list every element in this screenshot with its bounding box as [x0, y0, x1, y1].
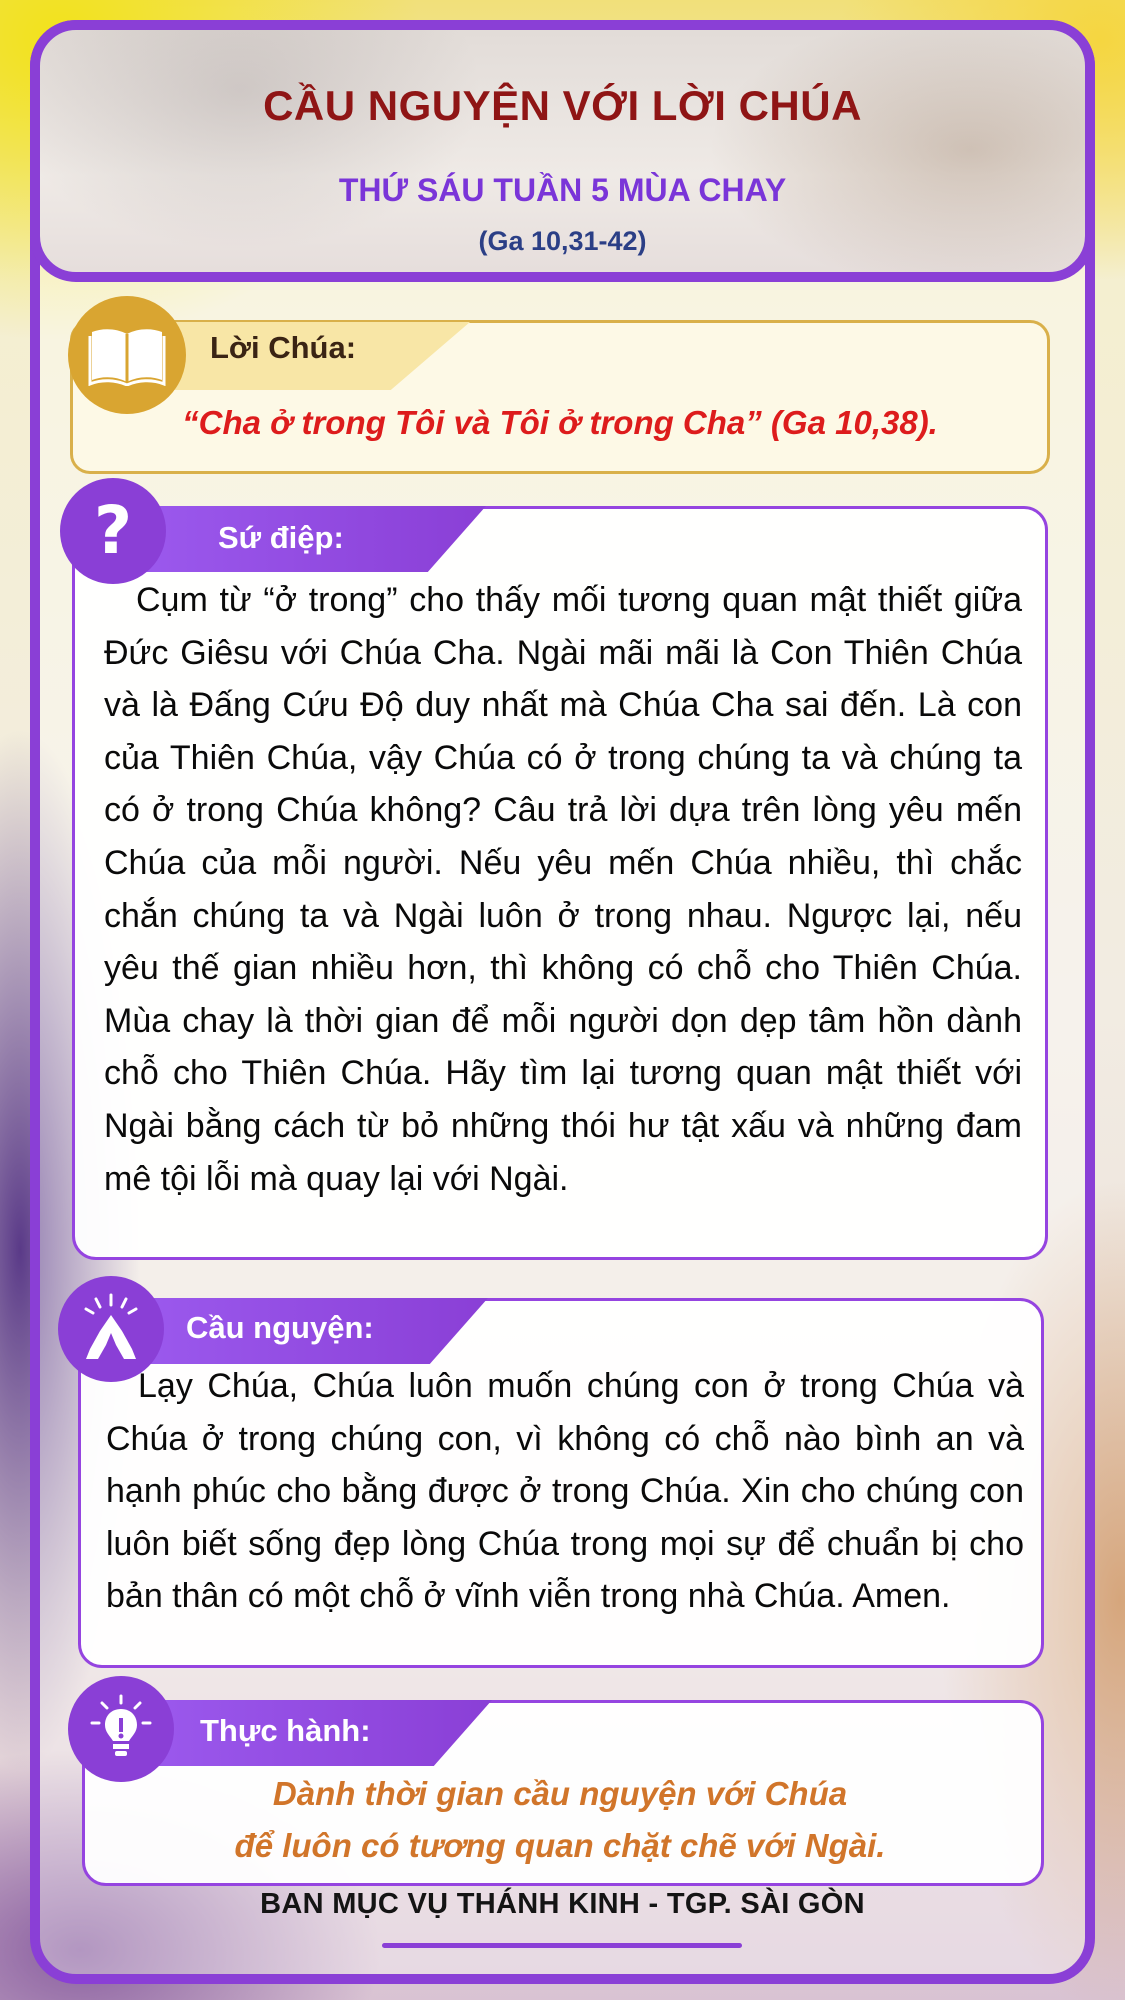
practice-line-1: Dành thời gian cầu nguyện với Chúa	[272, 1775, 848, 1812]
practice-line-2: để luôn có tương quan chặt chẽ với Ngài.	[234, 1827, 886, 1864]
verse-quote: “Cha ở trong Tôi và Tôi ở trong Cha” (Ga 10,38).	[182, 404, 938, 441]
page-subtitle: THỨ SÁU TUẦN 5 MÙA CHAY	[338, 172, 787, 208]
open-book-icon	[68, 296, 186, 414]
footer-divider	[382, 1943, 742, 1948]
footer-credit: BAN MỤC VỤ THÁNH KINH - TGP. SÀI GÒN	[260, 1888, 865, 1920]
scripture-reference: (Ga 10,31-42)	[478, 226, 647, 256]
message-label: Sứ điệp:	[218, 520, 344, 555]
header-banner	[30, 20, 1095, 282]
message-body: Cụm từ “ở trong” cho thấy mối tương quan mật thiết giữa Đức Giêsu với Chúa Cha. Ngài mãi mãi là Con Thiên Chúa và là Đấng Cứu Độ duy nhất mà Chúa Cha sai đến. Là con của Thiên Chúa, vậy Chúa có ở trong chúng ta và chúng ta có ở trong Chúa không? Câu trả lời dựa trên lòng yêu mến Chúa của mỗi người. Nếu yêu mến Chúa nhiều, thì chắc chắn chúng ta và Ngài luôn ở trong nhau. Ngược lại, nếu yêu thế gian nhiều hơn, thì không có chỗ cho Thiên Chúa. Mùa chay là thời gian để mỗi người dọn dẹp tâm hồn dành chỗ cho Thiên Chúa. Hãy tìm lại tương quan mật thiết với Ngài bằng cách từ bỏ những thói hư tật xấu và những đam mê tội lỗi mà quay lại với Ngài.	[104, 581, 1022, 1198]
question-mark-icon: ?	[60, 478, 166, 584]
prayer-label: Cầu nguyện:	[186, 1310, 374, 1345]
lightbulb-icon	[68, 1676, 174, 1782]
page-title: CẦU NGUYỆN VỚI LỜI CHÚA	[263, 82, 862, 129]
prayer-body: Lạy Chúa, Chúa luôn muốn chúng con ở trong Chúa và Chúa ở trong chúng con, vì không có chỗ nào bình an và hạnh phúc cho bằng được ở trong Chúa. Xin cho chúng con luôn biết sống đẹp lòng Chúa trong mọi sự để chuẩn bị cho bản thân có một chỗ ở vĩnh viễn trong nhà Chúa. Amen.	[106, 1367, 1024, 1616]
practice-body	[90, 1768, 1030, 1872]
practice-label: Thực hành:	[200, 1713, 371, 1748]
word-of-god-label: Lời Chúa:	[210, 330, 357, 365]
